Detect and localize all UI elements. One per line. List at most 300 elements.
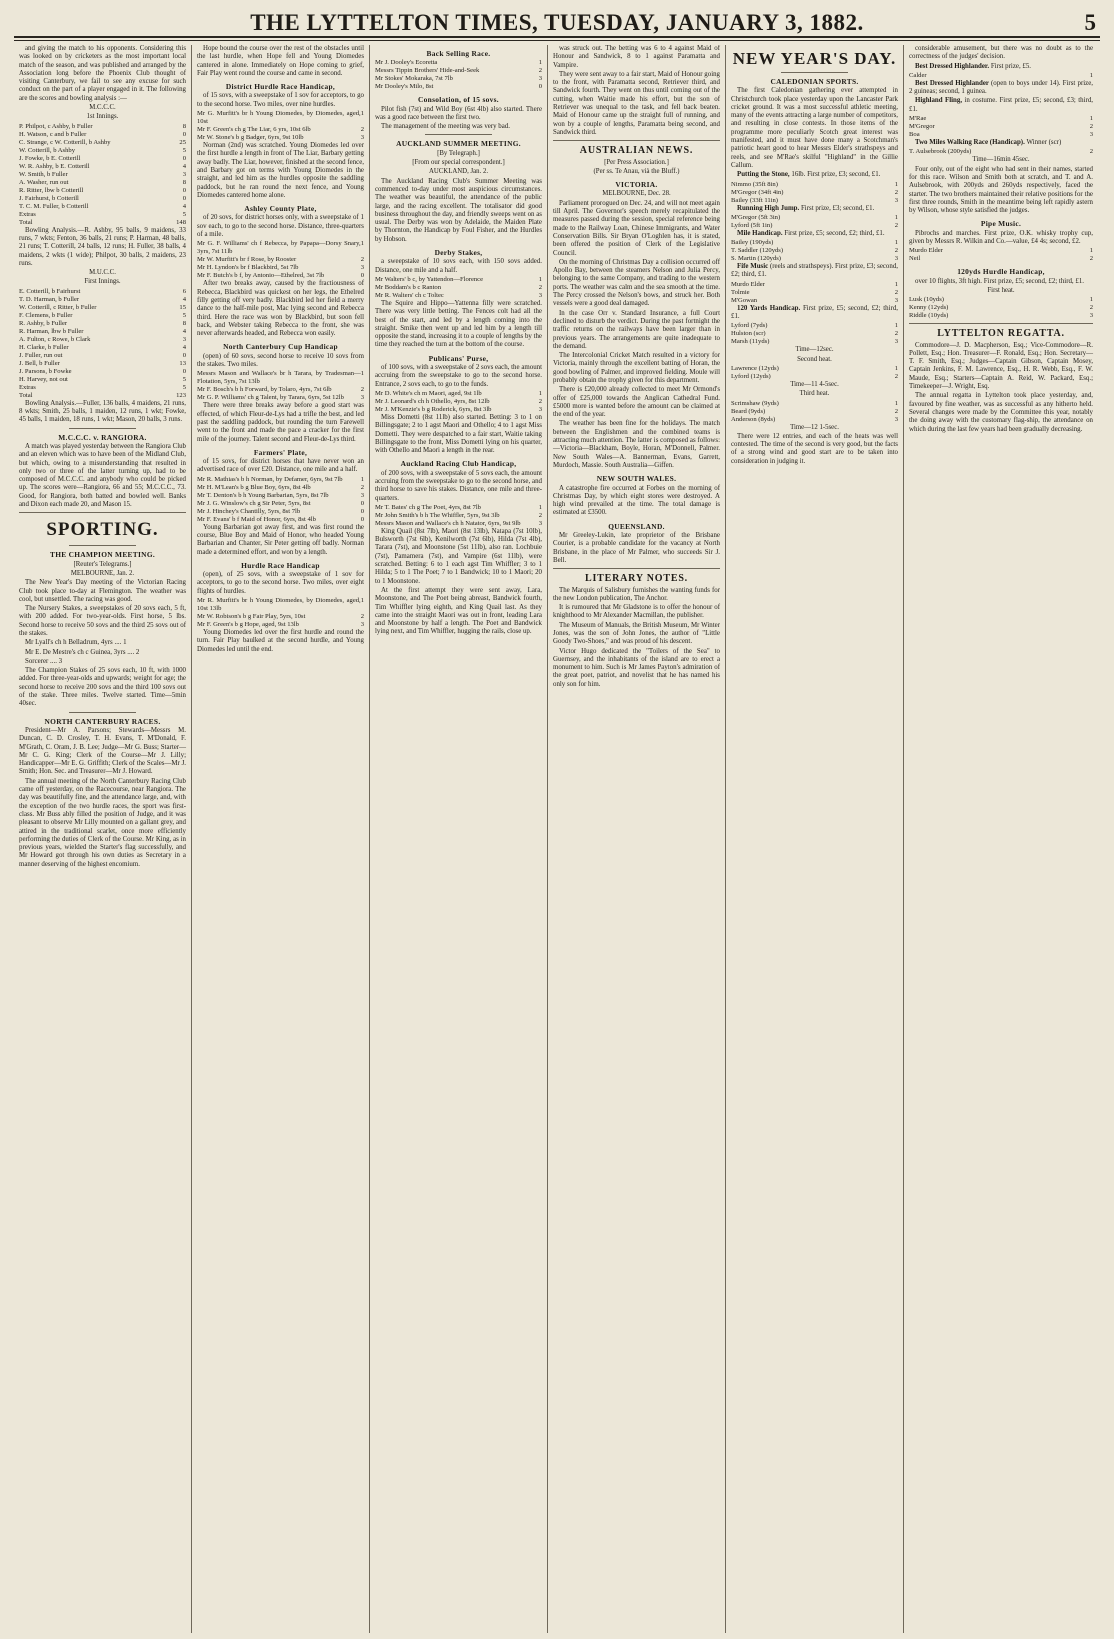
result-value: 3 — [894, 296, 898, 304]
nsw-body: A catastrophe fire occurred at Forbes on the morning of Christmas Day, by which eight stores were destroyed. A high wind prevailed at the time. The total damage is estimated at £3500. — [553, 484, 720, 517]
result-value: 2 — [894, 247, 898, 255]
result-entry: W. R. Ashby, b E. Cotterill — [19, 162, 90, 170]
scores-2 — [19, 288, 186, 400]
result-row — [909, 131, 1093, 139]
result-row — [731, 330, 898, 338]
divider — [553, 568, 720, 569]
result-row — [375, 504, 542, 512]
result-row — [909, 115, 1093, 123]
result-entry: Messrs Mason and Wallace's ch h Natator, 6yrs, 9st 9lb — [375, 519, 521, 527]
result-value: 3 — [894, 196, 898, 204]
race-entry: The Champion Stakes of 25 sovs each, 10 ft, with 1000 added. For three-year-olds and upwards; weight for age; the second horse to receive 200 sovs and the third 100 sovs out of the stake. Three miles. Twelve started. Time—5min 40sec. — [19, 667, 186, 708]
result-value: 1 — [360, 240, 364, 248]
event-results — [909, 148, 1093, 156]
back-selling-heading: Back Selling Race. — [426, 49, 491, 58]
result-entry: Lyford (5ft 1in) — [731, 221, 773, 229]
result-entry: T. C. M. Fuller, b Cotterill — [19, 202, 89, 210]
result-value: 2 — [538, 283, 542, 291]
nc-cup-heading: North Canterbury Cup Handicap — [223, 342, 338, 352]
event-detail: First prize, £5. — [990, 62, 1032, 70]
press-association: [Per Press Association.] — [604, 158, 669, 166]
result-value: 2 — [360, 386, 364, 394]
publicans-report: Miss Dometti (8st 11lb) also started. Betting: 3 to 1 on Billingsgate; 2 to 1 agst Maori and Othello; 4 to 1 agst Miss Dometti. They were despatched to a fair start, Waitie taking Billingsgate to the front, Miss Dometti lying on his quarter, with Othello and Maori a length in the rear. — [375, 413, 542, 455]
bowling-analysis-1: Bowling Analysis.—R. Ashby, 95 balls, 9 maidens, 33 runs, 7 wkts; Fenton, 36 balls, 21 runs; P. Harman, 48 balls, 21 runs; T. Cotterill, 24 balls, 12 runs; H. Fuller, 38 balls, 4 maidens, 2 wkts (1 wide); Philpot, 30 balls, 2 maidens, 23 runs. — [19, 226, 186, 267]
nc-cup-report: There were three breaks away before a good start was effected, of which Fleur-de-Lys had a trifle the best, and led past the saddling paddock, but rounding the turn Farewell went to the front and made the pace a cracker for the first mile of the journey. Talent second and Fleur-de-Lys third. — [197, 402, 364, 443]
result-row — [731, 222, 898, 230]
result-value: 0 — [360, 499, 364, 507]
race-entry: Sorcerer .... 3 — [25, 657, 63, 665]
result-value: 123 — [176, 391, 186, 399]
amusement-paragraph: considerable amusement, but there was no doubt as to the correctness of the judges' decision. — [909, 45, 1093, 61]
result-row — [375, 276, 542, 284]
result-entry: T. Aulsebrook (200yds) — [909, 148, 972, 156]
farmers-plate-heading: Farmers' Plate, — [253, 447, 308, 457]
result-entry: Mr J. G. Winslow's ch g Sir Peter, 5yrs, 8st — [197, 499, 311, 507]
result-value: 0 — [182, 130, 186, 138]
divider — [425, 134, 492, 135]
event-heading — [731, 230, 898, 238]
result-value: 8 — [182, 122, 186, 130]
derby-report: The Squire and Hippo—Yattenna filly were scratched. There was very little betting. The Fences colt had all the best of the start, and led by a length coming into the straight. Smike then went up and led him by a length till opposite the stand, increasing it to a couple of lengths by the time they reached the turn at the bottom of the course. — [375, 299, 542, 349]
result-value: 1 — [538, 503, 542, 511]
result-value: 2 — [894, 188, 898, 196]
scores-1 — [19, 123, 186, 227]
walking-time: Time—16min 45sec. — [972, 156, 1030, 164]
result-row — [197, 110, 364, 126]
result-value: 3 — [360, 264, 364, 272]
result-value: 2 — [360, 613, 364, 621]
result-entry: Mr H. M'Lean's b g Blue Boy, 6yrs, 8st 4lb — [197, 483, 311, 491]
team-1-name: M.C.C.C. — [89, 104, 116, 112]
result-value: 2 — [360, 483, 364, 491]
column-5 — [726, 45, 904, 1633]
result-entry: Mr T. Bates' ch g The Poet, 4yrs, 8st 7lb — [375, 503, 481, 511]
result-entry: Messrs Tippin Brothers' Hide-and-Seek — [375, 67, 480, 75]
event-results — [909, 115, 1093, 139]
event-name: Fife Music — [737, 263, 770, 271]
result-entry: Mr J. Hinchey's Chantilly, 5yrs, 8st 7lb — [197, 507, 301, 515]
result-entry: Mr H. Lyndon's br f Blackbird, 5st 7lb — [197, 264, 299, 272]
literary-body-3: The Museum of Manuals, the British Museum, Mr Winter Jones, was the son of John Jones, the author of "Little Goody Two-Shoes," and was proud of his descent. — [553, 621, 720, 646]
result-entry: H. Harvey, not out — [19, 375, 68, 383]
result-entry: Lawrence (12yds) — [731, 364, 779, 372]
result-entry: R. Ritter, lbw b Cotterill — [19, 186, 84, 194]
by-telegraph: [By Telegraph.] — [437, 149, 480, 157]
result-row — [909, 304, 1093, 312]
consolation-heading: Consolation, of 15 sovs. — [418, 95, 499, 105]
result-value: 1 — [360, 370, 364, 378]
event-detail: in costume. First prize, £5; second, £3; third, £1. — [909, 97, 1093, 113]
farmers-plate-report: Young Barbarian got away first, and was first round the course, Blue Boy and Maid of Honor, who headed Young Barbarian and Chanter, Sir Peter getting off badly. Norman made a determined effort, and won by a length. — [197, 523, 364, 556]
rangiora-body: A match was played yesterday between the Rangiora Club and an eleven which was to have been of the Midland Club, but which, owing to a misunderstanding that resulted in only two or three of the latter turning up, had to be composed of M.C.C.C. and anybody who could be picked up. The scores were—Rangiora, 66 and 55; M.C.C.C., 73. Good, for Rangiora, both batted and bowled well. Banks and Dixon each made 20, and Mason 15. — [19, 442, 186, 509]
result-value: 1 — [1089, 71, 1093, 79]
result-entry: Total — [19, 218, 33, 226]
column-2 — [192, 45, 370, 1633]
race-entry: Mr Lyall's ch h Belladrum, 4yrs .... 1 — [25, 639, 127, 647]
result-row — [197, 484, 364, 492]
result-row — [19, 296, 186, 304]
new-years-day-heading: NEW YEAR'S DAY. — [732, 49, 897, 68]
hurdle-120-body: over 10 flights, 3ft high. First prize, £5; second, £2; third, £1. — [915, 277, 1084, 285]
auckland-cup-results — [375, 504, 542, 528]
heat-time-2: Time—11 4-5sec. — [790, 380, 839, 388]
result-value: 2 — [538, 67, 542, 75]
result-row — [197, 500, 364, 508]
result-row — [197, 126, 364, 134]
result-entry: Kenny (12yds) — [909, 304, 949, 312]
result-row — [375, 406, 542, 414]
result-entry: C. Strange, c W. Cotterill, b Ashby — [19, 138, 111, 146]
nc-races-heading: NORTH CANTERBURY RACES. — [44, 716, 161, 726]
result-value: 4 — [182, 162, 186, 170]
divider — [69, 712, 136, 713]
struck-out-paragraph: was struck out. The betting was 6 to 4 against Maid of Honour and Sandwick, 8 to 1 against Paramatta and Vampire. — [553, 45, 720, 69]
auckland-cup-report: King Quail (8st 7lb), Maori (8st 13lb), Natapa (7st 10lb), Bulsworth (7st 6lb), Kenilworth (7st 6lb), Hilda (7st 4lb), Tarara (7st), and Moonstone (5st 11lb), also ran. Lochbuie (7st), Pamamera (7st), and Vampire (6st 11lb), were scratched. Betting: 6 to 1 each agst Tim Whiffler; 3 to 1 Hilda; 5 to 1 The Poet; 7 to 1 Bandwick; 10 to 1 Maori; 20 to 1 Moonstone. — [375, 527, 542, 585]
result-value: 1 — [894, 322, 898, 330]
result-row — [19, 360, 186, 368]
result-value: 25 — [179, 138, 186, 146]
result-value: 1 — [894, 399, 898, 407]
result-entry: Mr Dooley's Milo, 8st — [375, 83, 434, 91]
result-entry: Mr W. Robison's b g Fair Play, 5yrs, 10st — [197, 613, 306, 621]
auckland-cup-body: of 200 sovs, with a sweepstake of 5 sovs each, the amount accruing from the sweepstake to go to the second horse, and third horse to save his stakes. Distance, one mile and three-quarters. — [375, 469, 542, 502]
result-value: 15 — [179, 303, 186, 311]
result-value: 0 — [182, 186, 186, 194]
result-entry: M'Gregor — [909, 123, 935, 131]
result-entry: Mr Boddam's b c Ranton — [375, 283, 442, 291]
result-value: 2 — [894, 330, 898, 338]
result-value: 4 — [182, 295, 186, 303]
regatta-body: The annual regatta in Lyttelton took place yesterday, and, favoured by fine weather, was as successful as any hitherto held. Several changes were made by the Committee this year, notably the doing away with the customary flag-ship, the attendance on which during the last few years had been gradually decreasing. — [909, 392, 1093, 433]
pipe-music-results — [909, 247, 1093, 263]
result-row — [19, 376, 186, 384]
event-results — [731, 322, 898, 346]
lyttelton-regatta-heading: LYTTELTON REGATTA. — [937, 328, 1065, 340]
walking-report: Four only, out of the eight who had sent in their names, started for this race. Wilson and Smith both at scratch, and T. and A. Aulsebrook, with 200yds and 260yds respectively, faced the starter. The two brothers maintained their relative positions for the first three rounds, Smith in the meantime being left rapidly astern by Wilson, whose style satisfied the judges. — [909, 165, 1093, 215]
result-value: 2 — [538, 511, 542, 519]
event-heading — [909, 80, 1093, 97]
result-entry: Mr Stokes' Mokaraka, 7st 7lb — [375, 75, 453, 83]
result-entry: Mr J. Dooley's Ecoretta — [375, 59, 438, 67]
result-row — [19, 392, 186, 400]
publicans-results — [375, 390, 542, 414]
divider — [909, 323, 1093, 324]
masthead-rule — [14, 38, 1100, 41]
publicans-heading: Publicans' Purse, — [428, 353, 489, 363]
result-entry: Mr F. Butch's b f, by Antonio—Ethelred, 3st 7lb — [197, 272, 325, 280]
auckland-cup-heading: Auckland Racing Club Handicap, — [400, 459, 517, 469]
result-entry: R. Harman, lbw b Fuller — [19, 327, 84, 335]
caledonian-heading: CALEDONIAN SPORTS. — [770, 77, 859, 86]
result-entry: Bailey (33ft 11in) — [731, 196, 778, 204]
result-row — [375, 398, 542, 406]
result-row — [731, 416, 898, 424]
result-row — [375, 67, 542, 75]
result-value: 0 — [360, 515, 364, 523]
result-entry: Tolmie — [731, 288, 750, 296]
result-value: 5 — [182, 210, 186, 218]
hurdle-handicap-body: (open), of 25 sovs, with a sweepstake of 1 sov for acceptors, to go to the second horse. Two miles, over eight flights of hurdles. — [197, 571, 364, 595]
event-name: Best Dressed Highlander — [915, 79, 992, 87]
result-row — [197, 621, 364, 629]
derby-results — [375, 276, 542, 300]
event-detail: First prize, £5; second, £2; third, £1. — [731, 304, 898, 321]
auckland-body: The Auckland Racing Club's Summer Meeting was commenced to-day under most auspicious circumstances. The weather was beautiful, the attendance of the public large, and the racing excellent. The totalisator did good business throughout the day, and friendly sweeps went on as usual. The Derby was won by Adelaide, the Maiden Plate by Thornton, the Handicap by Foul Fisher, and the Hurdles by Hobson. — [375, 177, 542, 243]
australian-news-heading: AUSTRALIAN NEWS. — [579, 145, 694, 157]
result-value: 2 — [1089, 148, 1093, 156]
result-row — [909, 123, 1093, 131]
derby-body: a sweepstake of 10 sovs each, with 150 sovs added. Distance, one mile and a half. — [375, 258, 542, 274]
victoria-body-2: On the morning of Christmas Day a collision occurred off Apollo Bay, between the steamers Nelson and Julia Percy, belonging to the same Company, and trading to the western ports. The weather was calm and the sea smooth at the time. The Percy crossed the Nelson's bows, and struck her. Both vessels were a good deal damaged. — [553, 258, 720, 308]
result-row — [197, 476, 364, 484]
sporting-heading: SPORTING. — [46, 519, 159, 541]
caledonian-events — [731, 171, 898, 346]
district-hurdle-body: of 15 sovs, with a sweepstake of 1 sov for acceptors, to go to the second horse. Two miles, over nine hurdles. — [197, 92, 364, 108]
divider — [69, 428, 136, 429]
result-row — [19, 131, 186, 139]
result-value: 3 — [894, 338, 898, 346]
third-heat-heading: Third heat. — [799, 390, 830, 398]
result-entry: Total — [19, 391, 33, 399]
result-entry: Extras — [19, 383, 36, 391]
district-hurdle-heading: District Hurdle Race Handicap, — [225, 82, 336, 92]
result-row — [19, 163, 186, 171]
result-row — [731, 408, 898, 416]
result-value: 0 — [360, 272, 364, 280]
nc-cup-results — [197, 370, 364, 402]
result-entry: Mr J. Leonard's ch h Othello, 4yrs, 8st 12lb — [375, 397, 490, 405]
result-row — [731, 214, 898, 222]
result-row — [19, 336, 186, 344]
result-entry: Riddle (10yds) — [909, 312, 949, 320]
result-row — [19, 147, 186, 155]
result-row — [731, 239, 898, 247]
result-value: 13 — [179, 359, 186, 367]
result-row — [731, 338, 898, 346]
result-row — [19, 203, 186, 211]
event-name: Best Dressed Highlander. — [915, 62, 991, 70]
result-entry: Extras — [19, 210, 36, 218]
event-results — [731, 214, 898, 230]
event-name: Putting the Stone, — [737, 171, 792, 179]
result-entry: Murdo Elder — [731, 280, 765, 288]
result-value: 8 — [182, 319, 186, 327]
event-heading — [731, 305, 898, 322]
result-value: 2 — [894, 407, 898, 415]
result-row — [375, 390, 542, 398]
reuters-credit: [Reuter's Telegrams.] — [73, 560, 132, 568]
rangiora-heading: M.C.C.C. v. RANGIORA. — [58, 432, 147, 442]
ashley-plate-report: After two breaks away, caused by the fractiousness of Rebecca, Blackbird was quickest on her legs, the Ethelred filly getting off very badly. Blackbird led her field a merry dance to the half-mile post, Mac lying second and Rebecca third. Here the race was won by Blackbird, but soon fell back, and Webster taking Rebecca to the front, she was never afterwards headed, and Rebecca won easily. — [197, 280, 364, 338]
result-value: 1 — [894, 364, 898, 372]
result-value: 1 — [894, 213, 898, 221]
result-row — [375, 83, 542, 91]
result-row — [19, 179, 186, 187]
result-value: 3 — [538, 75, 542, 83]
result-entry: Mr W. Stone's b g Badger, 6yrs, 9st 10lb — [197, 134, 304, 142]
result-row — [19, 384, 186, 392]
result-row — [197, 256, 364, 264]
divider — [553, 140, 720, 141]
victoria-body-5: There is £20,000 already collected to meet Mr Ormond's offer of £25,000 towards the Anglican Cathedral Fund. £5000 more is wanted before the amount can be claimed at the end of the year. — [553, 386, 720, 419]
result-entry: Mr F. Green's b g Hope, aged, 9st 13lb — [197, 621, 299, 629]
result-value: 1 — [360, 597, 364, 605]
result-entry: M'Gregor (34ft 4in) — [731, 188, 784, 196]
nc-body: The annual meeting of the North Canterbury Racing Club came off yesterday, on the Racecourse, near Rangiora. The day was beautifully fine, and the attendance large, and, with the exception of the two hurdle races, the sport was first-class. Mr Buss ably filled the position of Judge, and it was pleasant to observe Mr Lilly mounted on a gallant grey, and attired in the traditional scarlet, once more efficiently performing the duties of Clerk of the Course. Mr King, as in previous years, wielded the Starter's flag successfully, and Mr Howard got through his own duties as Secretary in a manner deserving of the highest encomium. — [19, 777, 186, 868]
result-entry: A. Washer, run out — [19, 178, 69, 186]
result-entry: Mr W. Murfitt's br f Rose, by Rooster — [197, 256, 297, 264]
masthead — [14, 8, 1100, 38]
auckland-heading: AUCKLAND SUMMER MEETING. — [396, 139, 521, 149]
ashley-plate-body: of 20 sovs, for district horses only, with a sweepstake of 1 sov each, to go to the second horse. Distance, three-quarters of a mile. — [197, 214, 364, 239]
result-row — [19, 155, 186, 163]
result-row — [197, 613, 364, 621]
result-value: 2 — [894, 372, 898, 380]
result-entry: W. Cotterill, b Ashby — [19, 146, 75, 154]
result-value: 2 — [1089, 255, 1093, 263]
result-entry: J. Parsons, b Fowke — [19, 367, 72, 375]
victoria-heading: VICTORIA. — [615, 180, 658, 190]
result-value: 5 — [182, 383, 186, 391]
result-entry: T. D. Harman, b Fuller — [19, 295, 80, 303]
result-row — [19, 171, 186, 179]
result-row — [375, 284, 542, 292]
result-entry: E. Cotterill, b Fairhurst — [19, 287, 81, 295]
result-row — [19, 368, 186, 376]
result-value: 1 — [538, 275, 542, 283]
result-row — [19, 288, 186, 296]
result-entry: M'Gowan — [731, 296, 758, 304]
result-row — [731, 247, 898, 255]
result-row — [197, 394, 364, 402]
result-value: 5 — [182, 146, 186, 154]
result-entry: Mr R. Murfitt's br h Young Diomedes, by Diomedes, aged, 10st 13lb — [197, 597, 361, 613]
event-heading — [909, 97, 1093, 114]
event-results — [731, 281, 898, 305]
event-name: Highland Fling, — [915, 97, 965, 105]
result-row — [731, 197, 898, 205]
result-value: 0 — [182, 367, 186, 375]
management-note: The management of the meeting was very bad. — [381, 123, 510, 131]
victoria-body-6: The weather has been fine for the holidays. The match between the Englishmen and the combined teams is attracting much attention. The latter is composed as follows:—Victoria—Blackham, Boyle, Horan, M'Donnell, Palmer. New South Wales—A. Bannerman, Evans, Garrett, Murdoch, Massie. South Australia—Giffen. — [553, 420, 720, 469]
publicans-body: of 100 sovs, with a sweepstake of 2 sovs each, the amount accruing from the sweepstake to go to the second horse. Entrance, 2 sovs each, to go to the funds. — [375, 364, 542, 388]
result-entry: H. Watson, c and b Fuller — [19, 130, 87, 138]
event-heading — [909, 63, 1093, 71]
district-hurdle-results — [197, 110, 364, 142]
ashley-plate-heading: Ashley County Plate, — [244, 204, 317, 214]
result-entry: Mr Walters' b c, by Yattendon—Florence — [375, 275, 484, 283]
column-1 — [14, 45, 192, 1633]
consolation-report: Pilot fish (7st) and Wild Boy (6st 4lb) also started. There was a good race between the first two. — [375, 105, 542, 121]
result-entry: Mr F. Green's ch g The Liar, 6 yrs, 10st 6lb — [197, 126, 311, 134]
result-entry: Messrs Mason and Wallace's br h Tarara, by Tradesman—Flotation, 5yrs, 7st 13lb — [197, 370, 361, 386]
auckland-dateline: AUCKLAND, Jan. 2. — [428, 168, 489, 176]
bowling-analysis-2: Bowling Analysis.—Fuller, 136 balls, 4 maidens, 21 runs, 8 wkts; Smith, 25 balls, 1 maiden, 12 runs, 1 wkt; Fowke, 45 balls, 1 maiden, 18 runs, 1 wkt; Mason, 20 balls, 3 runs. — [19, 399, 186, 424]
victoria-dateline: MELBOURNE, Dec. 28. — [602, 190, 671, 198]
result-row — [19, 304, 186, 312]
result-row — [909, 312, 1093, 320]
result-value: 1 — [894, 280, 898, 288]
melbourne-dateline: MELBOURNE, Jan. 2. — [70, 569, 135, 577]
result-entry: W. Smith, b Fuller — [19, 170, 68, 178]
result-entry: Mr R. Walters' ch c Toltec — [375, 291, 444, 299]
literary-body: The Marquis of Salisbury furnishes the wanting funds for the new London publication, The Anchor. — [553, 586, 720, 602]
result-value: 0 — [182, 154, 186, 162]
hurdle-handicap-results — [197, 597, 364, 629]
caledonian-body: The first Caledonian gathering ever attempted in Christchurch took place yesterday upon the Lancaster Park cricket ground. It was a most successful athletic meeting, many of the events attracting a large number of competitors, and resulting in close contests. In those items of the programme more peculiarly Scotch great interest was manifested, and it must have done many a Scotchman's patriotic heart good to hear Messrs Elder's strathspeys and reels, and see M'Rae's skilful "Highland" in the Gillie Callum. — [731, 87, 898, 169]
result-entry: Neil — [909, 255, 921, 263]
result-value: 2 — [1089, 304, 1093, 312]
result-row — [375, 292, 542, 300]
result-entry: M'Rae — [909, 115, 927, 123]
result-value: 3 — [1089, 131, 1093, 139]
result-row — [731, 189, 898, 197]
farmers-plate-results — [197, 476, 364, 524]
queensland-body: Mr Greeley-Lukin, late proprietor of the Brisbane Courier, is a probable candidate for the vacancy at North Brisbane, in the place of Mr Palmer, who succeeds Sir J. Bell. — [553, 532, 720, 564]
result-value: 2 — [360, 126, 364, 134]
result-value: 3 — [538, 291, 542, 299]
event-heading — [909, 139, 1093, 147]
hope-paragraph: Hope bound the course over the rest of the obstacles until the last hurdle, when Hope fell and Young Diomedes cantered in alone. Immediately on Hope coming to grief, Fair Play went round the course and came in second. — [197, 45, 364, 77]
result-value: 1 — [894, 180, 898, 188]
result-value: 8 — [182, 178, 186, 186]
result-value: 3 — [894, 415, 898, 423]
result-row — [19, 328, 186, 336]
result-entry: P. Philpot, c Ashby, b Fuller — [19, 122, 93, 130]
event-detail: 16lb. First prize, £3; second, £1. — [791, 171, 881, 179]
result-entry: Scrimshaw (9yds) — [731, 399, 779, 407]
result-row — [197, 386, 364, 394]
hurdle-handicap-report: Young Diomedes led over the first hurdle and round the turn. Fair Play baulked at the second hurdle, and Young Diomedes led until the end. — [197, 629, 364, 653]
nc-cup-body: (open) of 60 sovs, second horse to receive 10 sovs from the stakes. Two miles. — [197, 352, 364, 369]
race-entries — [19, 605, 186, 709]
result-row — [731, 373, 898, 381]
result-value: 3 — [538, 405, 542, 413]
event-name: Mile Handicap. — [737, 229, 785, 237]
result-row — [197, 508, 364, 516]
literary-body-2: It is rumoured that Mr Gladstone is to offer the honour of knighthood to Mr Alexander Macmillan, the publisher. — [553, 604, 720, 620]
columns — [14, 45, 1100, 1633]
result-entry: Mr J. M'Kenzie's b g Roderick, 6yrs, 8st 3lb — [375, 405, 492, 413]
pipe-music-heading: Pipe Music. — [980, 219, 1022, 229]
result-value: 4 — [182, 343, 186, 351]
nc-officials: President—Mr A. Parsons; Stewards—Messrs M. Duncan, C. D. Crosley, T. H. Evans, T. M'Donald, F. M'Grath, C. Oram, J. B. Lee; Judge—Mr G. Buss; Starter—Mr C. G. King; Clerk of the Course—Mr J. Lilly; Handicapper—Mr E. G. Griffith; Clerk of the Scales—Mr J. Smith; Hon. Sec. and Treasurer—Mr J. Howard. — [19, 726, 186, 776]
event-results — [731, 181, 898, 205]
masthead-title: THE LYTTELTON TIMES, TUESDAY, JANUARY 3, 1882. — [250, 10, 864, 35]
result-row — [909, 296, 1093, 304]
event-heading — [731, 171, 898, 179]
result-value: 3 — [894, 255, 898, 263]
farmers-plate-body: of 15 sovs, for district horses that have never won an advertised race of over £20. Distance, one mile and a half. — [197, 458, 364, 474]
result-row — [909, 148, 1093, 156]
result-value: 0 — [538, 83, 542, 91]
victoria-body-3: In the case Orr v. Standard Insurance, a full Court declined to disturb the verdict. During the past fortnight the traffic returns on the railways have been larger than in previous years. The arrangements are quite inadequate to the demand. — [553, 309, 720, 350]
result-entry: A. Fulton, c Rowe, b Clark — [19, 335, 91, 343]
result-entry: J. Fuller, run out — [19, 351, 63, 359]
result-value: 6 — [182, 287, 186, 295]
team-2-name: M.U.C.C. — [89, 269, 116, 277]
result-value: 2 — [1089, 123, 1093, 131]
result-row — [731, 281, 898, 289]
result-row — [197, 240, 364, 256]
result-entry: J. Fairhurst, b Cotterill — [19, 194, 79, 202]
result-value: 4 — [182, 327, 186, 335]
result-row — [731, 255, 898, 263]
result-row — [731, 322, 898, 330]
result-row — [375, 520, 542, 528]
result-entry: J. Bell, b Fuller — [19, 359, 60, 367]
result-row — [731, 289, 898, 297]
